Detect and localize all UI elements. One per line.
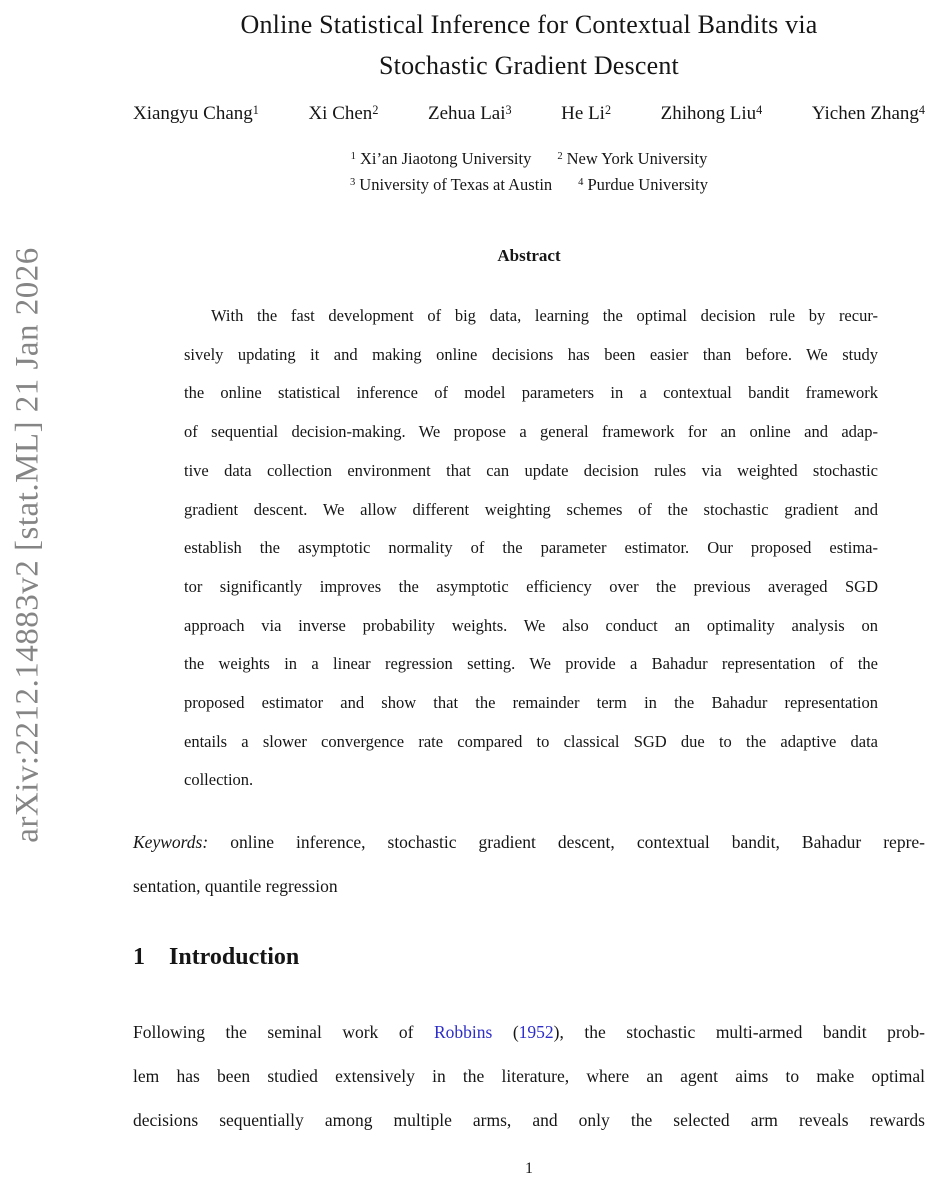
affil-mark: 3 — [350, 177, 356, 189]
author-name: Zhihong Liu — [660, 103, 757, 124]
intro-text: ( — [492, 1022, 519, 1042]
section-1-heading — [133, 944, 925, 971]
paper-title — [133, 4, 925, 86]
affiliation-line-2 — [133, 172, 925, 198]
abstract-body — [184, 297, 878, 800]
affil-name: New York University — [566, 149, 708, 168]
author-5 — [661, 103, 763, 125]
affiliation-4 — [578, 175, 708, 194]
paper-title-line-2: Stochastic Gradient Descent — [379, 51, 679, 80]
affil-name: Xi’an Jiaotong University — [359, 149, 532, 168]
abstract-heading: Abstract — [497, 246, 561, 265]
abstract-line: With the fast development of big data, learning the optimal decision rule by recur- — [211, 306, 878, 325]
author-1 — [133, 103, 259, 125]
affil-mark: 1 — [350, 151, 356, 163]
abstract-line: collection. — [184, 770, 254, 790]
author-2 — [308, 103, 378, 125]
affil-mark: 2 — [557, 151, 563, 163]
intro-line-1 — [133, 1010, 925, 1054]
abstract-line: tor significantly improves the asymptotic efficiency over the previous averaged SGD — [184, 576, 878, 596]
abstract-line: sively updating it and making online decisions has been easier than before. We study — [184, 344, 878, 364]
keywords-text: online inference, stochastic gradient descent, contextual bandit, Bahadur repre- — [230, 832, 925, 852]
affil-mark: 4 — [578, 177, 584, 189]
keywords-block — [133, 820, 925, 908]
author-affil-mark: 4 — [756, 102, 763, 117]
abstract-line: gradient descent. We allow different weighting schemes of the stochastic gradient and — [184, 499, 878, 519]
abstract-line: approach via inverse probability weights. We also conduct an optimality analysis on — [184, 615, 878, 635]
abstract-line: the weights in a linear regression setting. We provide a Bahadur representation of the — [184, 654, 878, 674]
author-affil-mark: 2 — [372, 102, 379, 117]
author-4 — [561, 103, 611, 125]
section-title: Introduction — [169, 944, 300, 970]
author-list — [133, 103, 925, 125]
arxiv-watermark: arXiv:2212.14883v2 [stat.ML] 21 Jan 2026 — [9, 247, 46, 843]
keywords-label: Keywords: — [133, 832, 209, 852]
affiliation-1 — [351, 149, 532, 168]
affil-name: University of Texas at Austin — [359, 175, 553, 194]
affil-name: Purdue University — [587, 175, 708, 194]
citation-link-1952[interactable]: 1952 — [518, 1022, 554, 1042]
intro-text: Following the seminal work of — [133, 1022, 434, 1042]
abstract-line: tive data collection environment that can update decision rules via weighted stochastic — [184, 460, 878, 480]
author-name: Yichen Zhang — [811, 103, 919, 124]
author-3 — [428, 103, 512, 125]
section-number: 1 — [133, 944, 145, 970]
keywords-line-2: sentation, quantile regression — [133, 876, 338, 896]
affiliation-list — [133, 146, 925, 198]
abstract-line: the online statistical inference of model parameters in a contextual bandit framework — [184, 383, 878, 403]
keywords-line-1 — [133, 820, 925, 864]
author-affil-mark: 3 — [505, 102, 512, 117]
abstract-line: of sequential decision-making. We propose a general framework for an online and adap- — [184, 422, 878, 442]
paper-title-line-1: Online Statistical Inference for Contextual Bandits via — [240, 10, 818, 39]
author-affil-mark: 2 — [604, 102, 612, 117]
intro-line-3: decisions sequentially among multiple arms, and only the selected arm reveals rewards — [133, 1110, 925, 1130]
intro-line-2: lem has been studied extensively in the literature, where an agent aims to make optimal — [133, 1066, 925, 1086]
affiliation-2 — [557, 149, 707, 168]
author-name: Zehua Lai — [427, 103, 506, 124]
abstract-line: proposed estimator and show that the remainder term in the Bahadur representation — [184, 693, 878, 713]
author-6 — [812, 103, 925, 125]
page-number: 1 — [525, 1160, 533, 1177]
author-affil-mark: 4 — [918, 102, 925, 117]
affiliation-3 — [350, 175, 552, 194]
author-affil-mark: 1 — [252, 102, 259, 117]
author-name: Xiangyu Chang — [133, 103, 253, 124]
author-name: He Li — [561, 103, 605, 124]
citation-link-robbins[interactable]: Robbins — [433, 1022, 493, 1042]
affiliation-line-1 — [133, 146, 925, 172]
intro-text: ), the stochastic multi-armed bandit prob- — [553, 1022, 926, 1042]
abstract-line: entails a slower convergence rate compared to classical SGD due to the adaptive data — [184, 731, 878, 751]
abstract-line: establish the asymptotic normality of the parameter estimator. Our proposed estima- — [184, 538, 878, 558]
introduction-paragraph — [133, 1010, 925, 1142]
author-name: Xi Chen — [308, 103, 373, 124]
